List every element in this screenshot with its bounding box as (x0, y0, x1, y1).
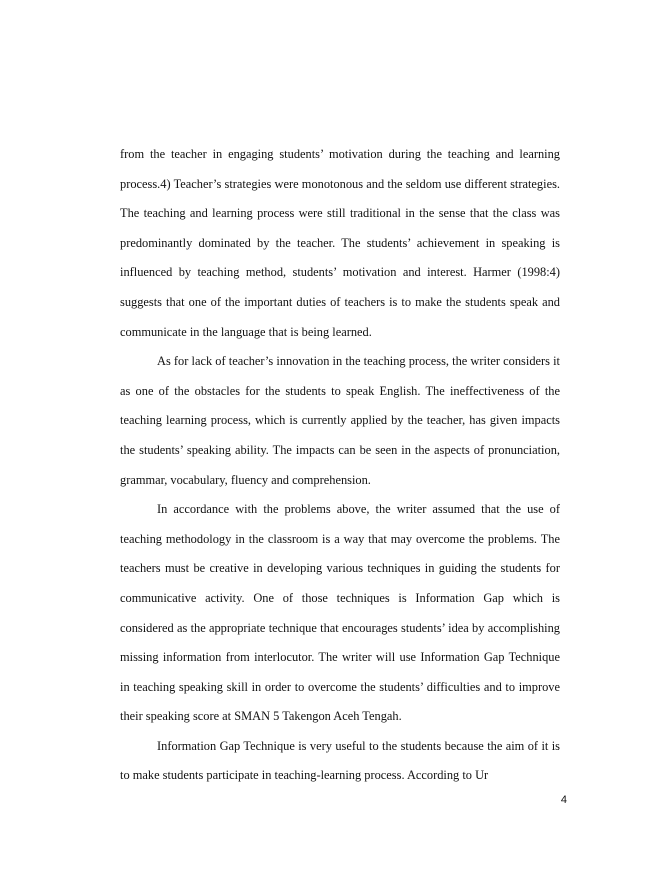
page-number: 4 (560, 794, 567, 806)
paragraph-1: from the teacher in engaging students’ motivation during the teaching and learning process.4) Teacher’s strategies were monotonous and the seldom use different strategies. The teaching and learning process were still traditional in the sense that the class was predominantly dominated by the teacher. The students’ achievement in speaking is influenced by teaching method, students’ motivation and interest. Harmer (1998:4) suggests that one of the important duties of teachers is to make the students speak and communicate in the language that is being learned. (120, 147, 560, 339)
paragraph-3: In accordance with the problems above, the writer assumed that the use of teaching methodology in the classroom is a way that may overcome the problems. The teachers must be creative in developing various techniques in guiding the students for communicative activity. One of those techniques is Information Gap which is considered as the appropriate technique that encourages students’ idea by accomplishing missing information from interlocutor. The writer will use Information Gap Technique in teaching speaking skill in order to overcome the students’ difficulties and to improve their speaking score at SMAN 5 Takengon Aceh Tengah. (120, 502, 560, 724)
body-text (120, 140, 560, 791)
paragraph-4: Information Gap Technique is very useful to the students because the aim of it is to make students participate in teaching-learning process. According to Ur (120, 738, 560, 783)
paragraph-2: As for lack of teacher’s innovation in the teaching process, the writer considers it as one of the obstacles for the students to speak English. The ineffectiveness of the teaching learning process, which is currently applied by the teacher, has given impacts the students’ speaking ability. The impacts can be seen in the aspects of pronunciation, grammar, vocabulary, fluency and comprehension. (120, 354, 560, 487)
